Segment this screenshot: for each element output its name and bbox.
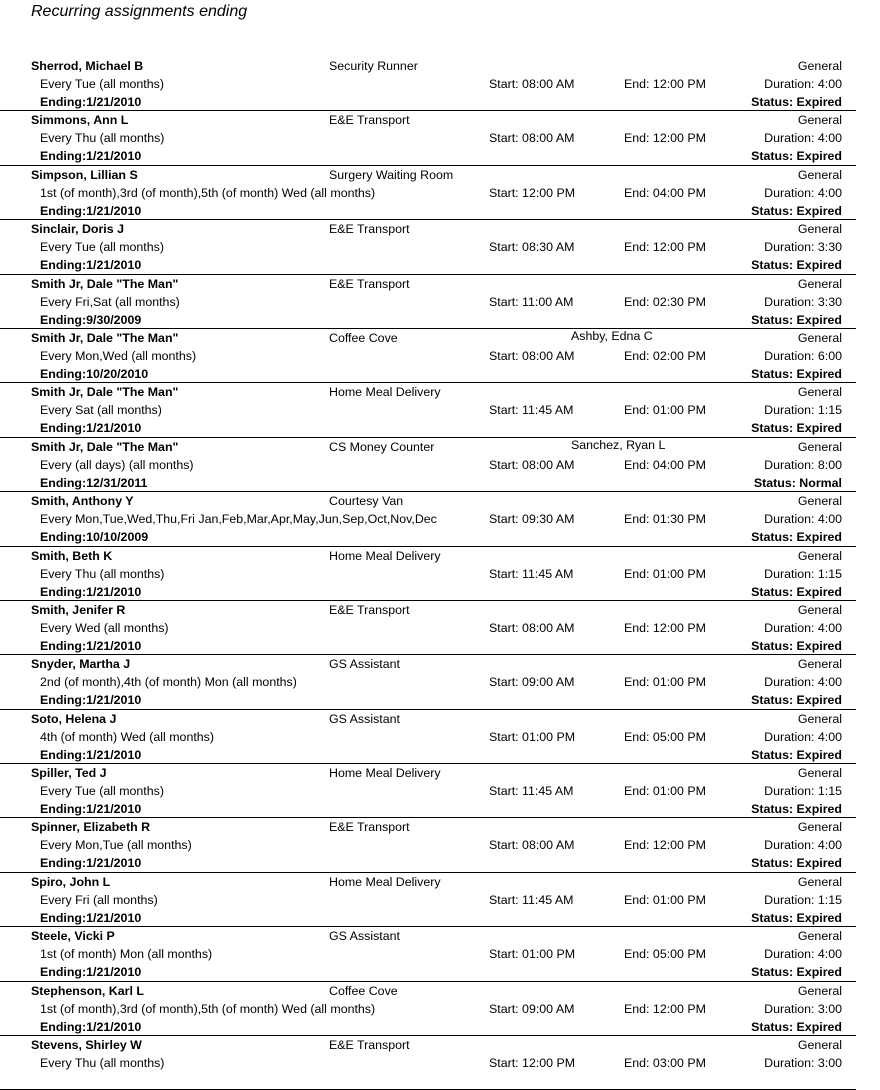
volunteer-name: Smith Jr, Dale "The Man" [31,385,179,400]
ending-date: Ending:12/31/2011 [40,475,148,490]
status-label: Status: Expired [751,149,842,164]
duration: Duration: 6:00 [764,348,842,363]
status-label: Status: Expired [751,638,842,653]
duration: Duration: 4:00 [764,729,842,744]
recurrence-pattern: 4th (of month) Wed (all months) [40,729,214,744]
assignment-type: General [797,494,842,509]
recurrence-pattern: Every Mon,Tue,Wed,Thu,Fri Jan,Feb,Mar,Apr,May,Jun,Sep,Oct,Nov,Dec [40,512,437,527]
duration: Duration: 1:15 [764,566,842,581]
record-row [0,873,856,927]
start-time: Start: 08:00 AM [489,131,575,146]
volunteer-name: Stephenson, Karl L [31,983,144,998]
status-label: Status: Expired [751,530,842,545]
assignment-type: General [797,276,842,291]
assignment-name: Home Meal Delivery [329,548,441,563]
start-time: Start: 01:00 PM [489,947,576,962]
duration: Duration: 1:15 [764,892,842,907]
assignment-name: GS Assistant [329,657,400,672]
contact-name: Sanchez, Ryan L [571,437,666,452]
assignment-type: General [797,766,842,781]
recurrence-pattern: Every Wed (all months) [40,620,169,635]
volunteer-name: Snyder, Martha J [31,657,131,672]
start-time: Start: 11:00 AM [489,294,574,309]
assignment-name: Coffee Cove [329,330,398,345]
start-time: Start: 08:00 AM [489,620,575,635]
volunteer-name: Smith Jr, Dale "The Man" [31,330,179,345]
assignment-type: General [797,820,842,835]
record-row [0,329,856,383]
status-label: Status: Expired [751,802,842,817]
assignment-type: General [797,548,842,563]
status-label: Status: Expired [751,1019,842,1034]
recurrence-pattern: 1st (of month) Mon (all months) [40,947,213,962]
assignment-name: E&E Transport [329,602,410,617]
recurrence-pattern: Every Sat (all months) [40,403,162,418]
assignment-name: E&E Transport [329,276,410,291]
start-time: Start: 08:00 AM [489,77,575,91]
status-label: Status: Expired [751,584,842,599]
volunteer-name: Steele, Vicki P [31,929,115,944]
assignment-type: General [797,657,842,672]
ending-date: Ending:1/21/2010 [40,856,142,871]
ending-date: Ending:1/21/2010 [40,258,142,273]
assignment-type: General [797,602,842,617]
ending-date: Ending:1/21/2010 [40,693,142,708]
duration: Duration: 3:00 [764,1001,842,1016]
ending-date: Ending:1/21/2010 [40,203,142,218]
start-time: Start: 12:00 PM [489,185,576,200]
status-label: Status: Expired [751,312,842,327]
recurrence-pattern: Every Thu (all months) [40,131,165,146]
end-time: End: 01:30 PM [624,512,706,527]
volunteer-name: Smith Jr, Dale "The Man" [31,439,179,454]
record-row [0,275,856,329]
record-row [0,1036,856,1090]
record-row [0,438,856,492]
record-row [0,111,856,165]
duration: Duration: 4:00 [764,838,842,853]
end-time: End: 04:00 PM [624,457,706,472]
recurrence-pattern: Every Thu (all months) [40,1056,165,1071]
volunteer-name: Simmons, Ann L [31,113,129,128]
assignment-name: Courtesy Van [329,494,404,509]
assignment-name: Surgery Waiting Room [329,167,454,182]
end-time: End: 02:30 PM [624,294,706,309]
duration: Duration: 4:00 [764,512,842,527]
start-time: Start: 08:00 AM [489,457,575,472]
assignment-type: General [797,983,842,998]
end-time: End: 12:00 PM [624,77,706,91]
start-time: Start: 12:00 PM [489,1056,576,1071]
recurrence-pattern: Every Tue (all months) [40,784,164,799]
start-time: Start: 08:30 AM [489,240,575,255]
contact-name: Ashby, Edna C [571,328,653,343]
assignment-name: E&E Transport [329,820,410,835]
recurrence-pattern: Every Fri (all months) [40,892,158,907]
end-time: End: 01:00 PM [624,675,706,690]
start-time: Start: 08:00 AM [489,348,575,363]
duration: Duration: 3:30 [764,240,842,255]
assignment-name: GS Assistant [329,929,400,944]
assignment-type: General [797,711,842,726]
volunteer-name: Smith, Beth K [31,548,113,563]
volunteer-name: Simpson, Lillian S [31,167,138,182]
status-label: Status: Normal [753,475,842,490]
end-time: End: 01:00 PM [624,566,706,581]
recurrence-pattern: Every Tue (all months) [40,240,164,255]
assignment-name: Coffee Cove [329,983,398,998]
recurrence-pattern: Every Mon,Wed (all months) [40,348,197,363]
status-label: Status: Expired [751,910,842,925]
end-time: End: 02:00 PM [624,348,706,363]
record-row [0,383,856,437]
recurrence-pattern: Every Mon,Tue (all months) [40,838,192,853]
assignment-name: E&E Transport [329,222,410,237]
end-time: End: 01:00 PM [624,892,706,907]
ending-date: Ending:1/21/2010 [40,965,142,980]
report-title: Recurring assignments ending [31,3,248,20]
record-row [0,220,856,274]
volunteer-name: Soto, Helena J [31,711,117,726]
duration: Duration: 3:00 [764,1056,842,1071]
duration: Duration: 3:30 [764,294,842,309]
ending-date: Ending:1/21/2010 [40,1019,142,1034]
assignment-name: E&E Transport [329,113,410,128]
assignment-name: Home Meal Delivery [329,874,441,889]
assignment-name: Security Runner [329,59,418,73]
record-row [0,982,856,1036]
ending-date: Ending:1/21/2010 [40,421,142,436]
start-time: Start: 11:45 AM [489,892,574,907]
recurrence-pattern: Every Thu (all months) [40,566,165,581]
volunteer-name: Smith, Jenifer R [31,602,126,617]
assignment-name: Home Meal Delivery [329,766,441,781]
volunteer-name: Smith, Anthony Y [31,494,134,509]
record-row [0,57,856,111]
status-label: Status: Expired [751,95,842,109]
end-time: End: 05:00 PM [624,729,706,744]
record-row [0,166,856,220]
duration: Duration: 4:00 [764,77,842,91]
ending-date: Ending:1/21/2010 [40,802,142,817]
start-time: Start: 11:45 AM [489,566,574,581]
status-label: Status: Expired [751,258,842,273]
end-time: End: 12:00 PM [624,240,706,255]
recurrence-pattern: 1st (of month),3rd (of month),5th (of month) Wed (all months) [40,1001,376,1016]
start-time: Start: 11:45 AM [489,403,574,418]
recurrence-pattern: Every (all days) (all months) [40,457,194,472]
assignment-type: General [797,113,842,128]
assignment-type: General [797,874,842,889]
end-time: End: 03:00 PM [624,1056,706,1071]
volunteer-name: Smith Jr, Dale "The Man" [31,276,179,291]
status-label: Status: Expired [751,421,842,436]
duration: Duration: 4:00 [764,185,842,200]
record-row [0,655,856,709]
status-label: Status: Expired [751,747,842,762]
assignment-type: General [797,385,842,400]
assignment-type: General [797,439,842,454]
recurrence-pattern: Every Fri,Sat (all months) [40,294,180,309]
duration: Duration: 4:00 [764,131,842,146]
recurrence-pattern: 1st (of month),3rd (of month),5th (of month) Wed (all months) [40,185,376,200]
record-row [0,818,856,872]
ending-date: Ending:1/21/2010 [40,910,142,925]
start-time: Start: 09:00 AM [489,1001,575,1016]
end-time: End: 01:00 PM [624,403,706,418]
volunteer-name: Spinner, Elizabeth R [31,820,151,835]
recurrence-pattern: 2nd (of month),4th (of month) Mon (all months) [40,675,297,690]
duration: Duration: 4:00 [764,947,842,962]
start-time: Start: 09:30 AM [489,512,575,527]
record-row [0,492,856,546]
ending-date: Ending:1/21/2010 [40,747,142,762]
ending-date: Ending:10/10/2009 [40,530,149,545]
record-row [0,764,856,818]
duration: Duration: 1:15 [764,403,842,418]
status-label: Status: Expired [751,693,842,708]
assignment-name: CS Money Counter [329,439,435,454]
record-row [0,927,856,981]
ending-date: Ending:1/21/2010 [40,584,142,599]
end-time: End: 12:00 PM [624,1001,706,1016]
record-row [0,601,856,655]
status-label: Status: Expired [751,965,842,980]
records-list [0,57,880,1090]
end-time: End: 04:00 PM [624,185,706,200]
volunteer-name: Sherrod, Michael B [31,59,144,73]
start-time: Start: 08:00 AM [489,838,575,853]
duration: Duration: 4:00 [764,675,842,690]
start-time: Start: 01:00 PM [489,729,576,744]
ending-date: Ending:1/21/2010 [40,95,142,109]
assignment-type: General [797,1038,842,1053]
assignment-name: E&E Transport [329,1038,410,1053]
assignment-type: General [797,167,842,182]
start-time: Start: 11:45 AM [489,784,574,799]
assignment-name: GS Assistant [329,711,400,726]
volunteer-name: Spiro, John L [31,874,111,889]
volunteer-name: Spiller, Ted J [31,766,107,781]
duration: Duration: 1:15 [764,784,842,799]
record-row [0,547,856,601]
status-label: Status: Expired [751,203,842,218]
status-label: Status: Expired [751,856,842,871]
end-time: End: 01:00 PM [624,784,706,799]
duration: Duration: 8:00 [764,457,842,472]
assignment-type: General [797,929,842,944]
ending-date: Ending:9/30/2009 [40,312,142,327]
ending-date: Ending:1/21/2010 [40,149,142,164]
start-time: Start: 09:00 AM [489,675,575,690]
ending-date: Ending:1/21/2010 [40,638,142,653]
end-time: End: 12:00 PM [624,620,706,635]
end-time: End: 12:00 PM [624,838,706,853]
status-label: Status: Expired [751,366,842,381]
record-row [0,710,856,764]
duration: Duration: 4:00 [764,620,842,635]
assignment-type: General [797,330,842,345]
ending-date: Ending:10/20/2010 [40,366,149,381]
end-time: End: 12:00 PM [624,131,706,146]
assignment-type: General [797,59,842,73]
assignment-type: General [797,222,842,237]
volunteer-name: Stevens, Shirley W [31,1038,142,1053]
assignment-name: Home Meal Delivery [329,385,441,400]
recurrence-pattern: Every Tue (all months) [40,77,164,91]
volunteer-name: Sinclair, Doris J [31,222,124,237]
end-time: End: 05:00 PM [624,947,706,962]
